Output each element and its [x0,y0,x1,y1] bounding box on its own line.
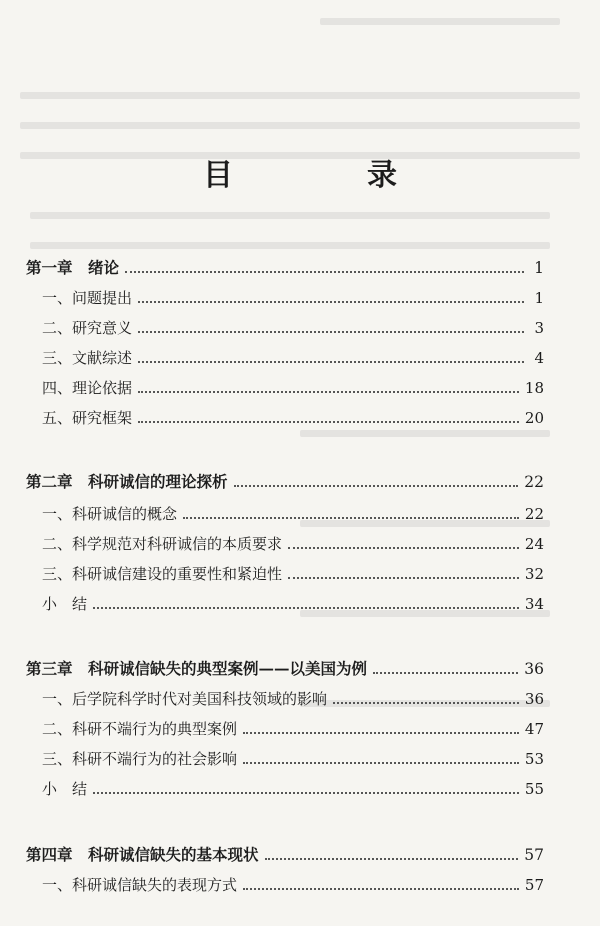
dot-leader [138,360,524,363]
dot-leader [138,390,519,393]
dot-leader [265,857,519,860]
dot-leader [234,484,519,487]
toc-label: 二、科研不端行为的典型案例 [42,720,238,738]
toc-label: 三、科研诚信建设的重要性和紧迫性 [42,565,283,583]
dot-leader [125,270,524,273]
dot-leader [243,731,519,734]
dot-leader [288,546,519,549]
toc-label: 小 结 [42,595,88,613]
toc-label: 小 结 [42,780,88,798]
toc-page-number: 18 [524,379,544,397]
toc-section[interactable] [26,590,544,614]
toc-section[interactable] [26,404,544,428]
dot-leader [243,887,519,890]
dot-leader [138,330,524,333]
dot-leader [288,576,519,579]
toc-label: 四、理论依据 [42,379,133,397]
toc-page-number: 20 [524,409,544,427]
toc-section[interactable] [26,685,544,709]
toc-section[interactable] [26,871,544,895]
toc-section[interactable] [26,374,544,398]
toc-label: 第四章 科研诚信缺失的基本现状 [26,845,259,864]
toc-label: 一、后学院科学时代对美国科技领域的影响 [42,690,328,708]
toc-section[interactable] [26,775,544,799]
toc-chapter-1[interactable] [26,254,544,278]
toc-page-number: 53 [524,750,544,768]
toc-section[interactable] [26,500,544,524]
toc-page-number: 32 [524,565,544,583]
toc-label: 一、科研诚信缺失的表现方式 [42,876,238,894]
toc-label: 第二章 科研诚信的理论探析 [26,472,228,491]
toc-chapter-2[interactable] [26,468,544,492]
toc-page-number: 57 [524,846,544,864]
toc-section[interactable] [26,745,544,769]
toc-page-number: 36 [524,660,544,678]
toc-page-number: 24 [524,535,544,553]
toc-page-number: 22 [524,505,544,523]
toc-page-number: 3 [534,319,544,337]
toc-page-number: 34 [524,595,544,613]
toc-page-number: 1 [534,259,544,277]
toc-label: 二、科学规范对科研诚信的本质要求 [42,535,283,553]
toc-section[interactable] [26,530,544,554]
page-title: 目 录 [203,158,449,193]
dot-leader [93,606,519,609]
toc-section[interactable] [26,284,544,308]
toc-page-number: 55 [524,780,544,798]
toc-label: 第一章 绪论 [26,258,120,277]
toc-page-number: 1 [534,289,544,307]
dot-leader [138,420,519,423]
toc-page-number: 4 [534,349,544,367]
toc-chapter-4[interactable] [26,841,544,865]
toc-page-number: 57 [524,876,544,894]
toc-page-number: 36 [524,690,544,708]
toc-section[interactable] [26,715,544,739]
dot-leader [333,701,519,704]
dot-leader [138,300,524,303]
toc-page-number: 47 [524,720,544,738]
toc-label: 一、科研诚信的概念 [42,505,178,523]
toc-label: 一、问题提出 [42,289,133,307]
toc-label: 三、科研不端行为的社会影响 [42,750,238,768]
dot-leader [93,791,519,794]
dot-leader [243,761,519,764]
toc-section[interactable] [26,344,544,368]
toc-label: 五、研究框架 [42,409,133,427]
toc-label: 第三章 科研诚信缺失的典型案例——以美国为例 [26,659,368,678]
toc-section[interactable] [26,314,544,338]
toc-page-number: 22 [524,473,544,491]
toc-label: 三、文献综述 [42,349,133,367]
dot-leader [183,516,519,519]
toc-section[interactable] [26,560,544,584]
toc-chapter-3[interactable] [26,655,544,679]
dot-leader [373,671,518,674]
toc-label: 二、研究意义 [42,319,133,337]
